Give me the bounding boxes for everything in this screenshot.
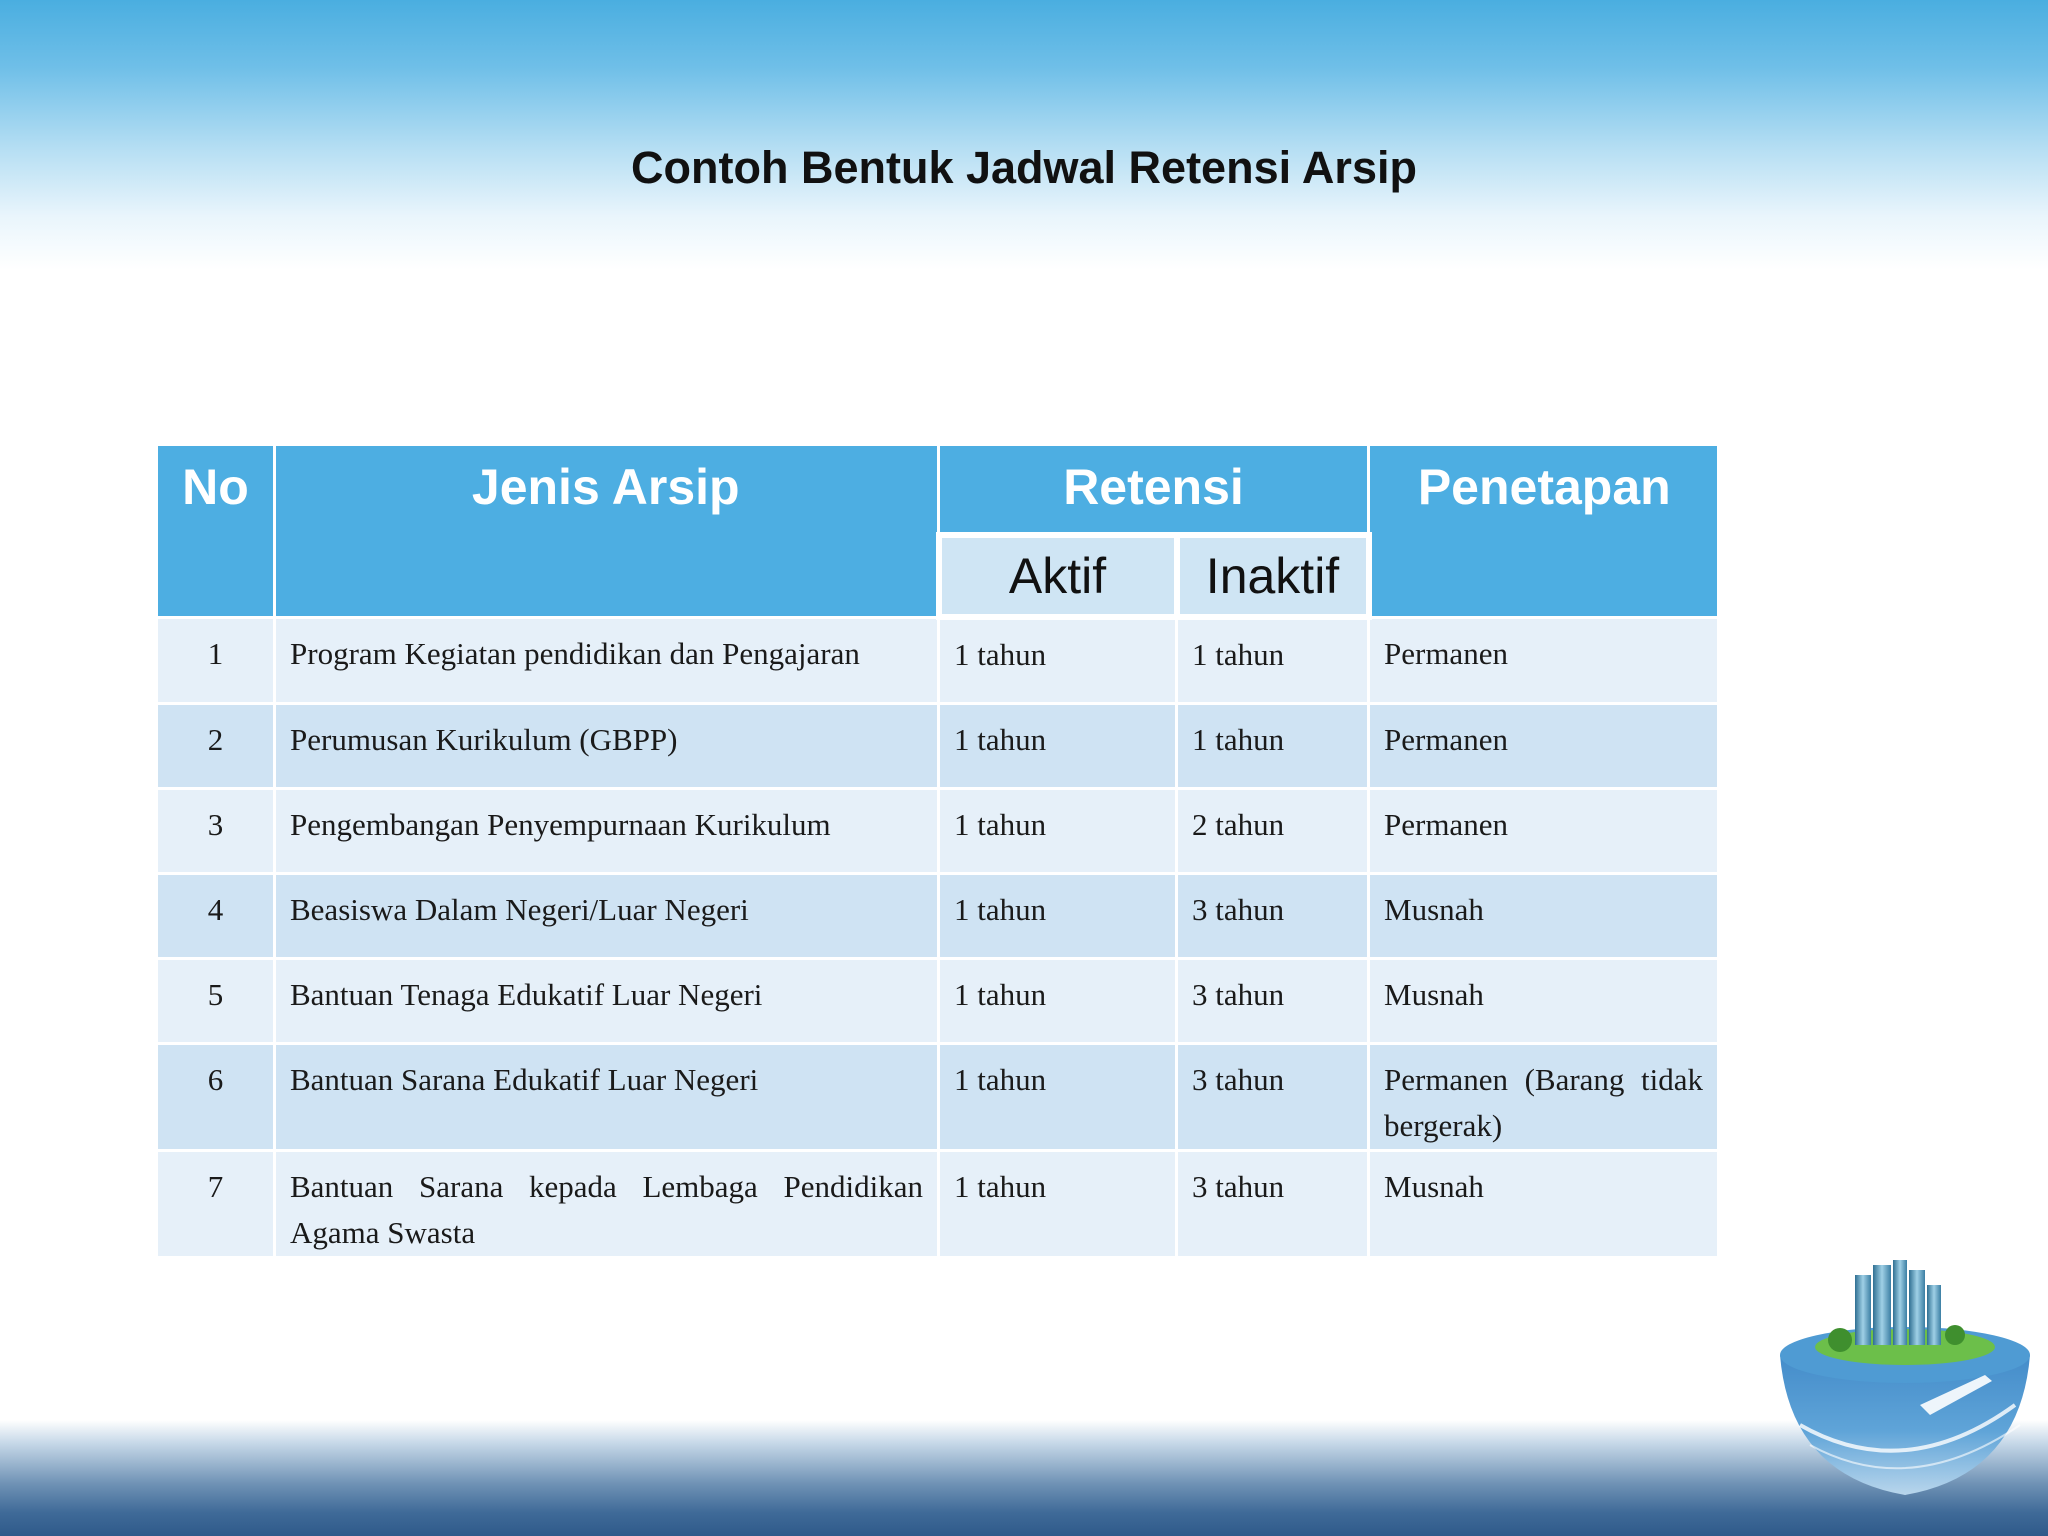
row-inaktif: 3 tahun [1177, 874, 1369, 959]
row-aktif: 1 tahun [939, 617, 1177, 704]
row-no: 6 [157, 1044, 275, 1151]
row-penetapan: Permanen [1369, 704, 1719, 789]
row-penetapan: Permanen (Barang tidak bergerak) [1369, 1044, 1719, 1151]
row-no: 2 [157, 704, 275, 789]
row-aktif: 1 tahun [939, 1151, 1177, 1258]
row-inaktif: 1 tahun [1177, 617, 1369, 704]
footer-gradient-band [0, 1420, 2048, 1536]
table-row [157, 617, 1719, 704]
row-inaktif: 3 tahun [1177, 1044, 1369, 1151]
header-aktif: Aktif [939, 535, 1177, 617]
row-no: 3 [157, 789, 275, 874]
row-jenis-arsip: Bantuan Sarana kepada Lembaga Pendidikan Agama Swasta [275, 1151, 939, 1258]
row-penetapan: Musnah [1369, 1151, 1719, 1258]
table-row [157, 874, 1719, 959]
row-inaktif: 3 tahun [1177, 1151, 1369, 1258]
row-inaktif: 3 tahun [1177, 959, 1369, 1044]
row-jenis-arsip: Perumusan Kurikulum (GBPP) [275, 704, 939, 789]
row-penetapan: Permanen [1369, 617, 1719, 704]
row-aktif: 1 tahun [939, 874, 1177, 959]
row-no: 5 [157, 959, 275, 1044]
row-aktif: 1 tahun [939, 789, 1177, 874]
row-no: 1 [157, 617, 275, 704]
row-inaktif: 2 tahun [1177, 789, 1369, 874]
slide-title-text: Contoh Bentuk Jadwal Retensi Arsip [631, 142, 1417, 193]
row-jenis-arsip: Program Kegiatan pendidikan dan Pengajaran [275, 617, 939, 704]
header-gradient-band [0, 0, 2048, 270]
header-inaktif: Inaktif [1177, 535, 1369, 617]
row-inaktif: 1 tahun [1177, 704, 1369, 789]
table-row [157, 704, 1719, 789]
row-jenis-arsip: Bantuan Tenaga Edukatif Luar Negeri [275, 959, 939, 1044]
table-row [157, 1151, 1719, 1258]
header-penetapan: Penetapan [1369, 445, 1719, 618]
slide-title [0, 142, 2048, 194]
retention-table-wrapper [155, 443, 1717, 1259]
row-penetapan: Musnah [1369, 959, 1719, 1044]
row-jenis-arsip: Pengembangan Penyempurnaan Kurikulum [275, 789, 939, 874]
header-no: No [157, 445, 275, 618]
row-jenis-arsip: Beasiswa Dalam Negeri/Luar Negeri [275, 874, 939, 959]
row-penetapan: Permanen [1369, 789, 1719, 874]
header-retensi: Retensi [939, 445, 1369, 536]
table-row [157, 789, 1719, 874]
row-aktif: 1 tahun [939, 1044, 1177, 1151]
table-row [157, 1044, 1719, 1151]
row-no: 7 [157, 1151, 275, 1258]
row-aktif: 1 tahun [939, 704, 1177, 789]
header-jenis-arsip: Jenis Arsip [275, 445, 939, 618]
row-jenis-arsip: Bantuan Sarana Edukatif Luar Negeri [275, 1044, 939, 1151]
row-penetapan: Musnah [1369, 874, 1719, 959]
row-aktif: 1 tahun [939, 959, 1177, 1044]
globe-city-icon [1770, 1255, 2040, 1525]
table-row [157, 959, 1719, 1044]
retention-schedule-table [155, 443, 1720, 1259]
row-no: 4 [157, 874, 275, 959]
